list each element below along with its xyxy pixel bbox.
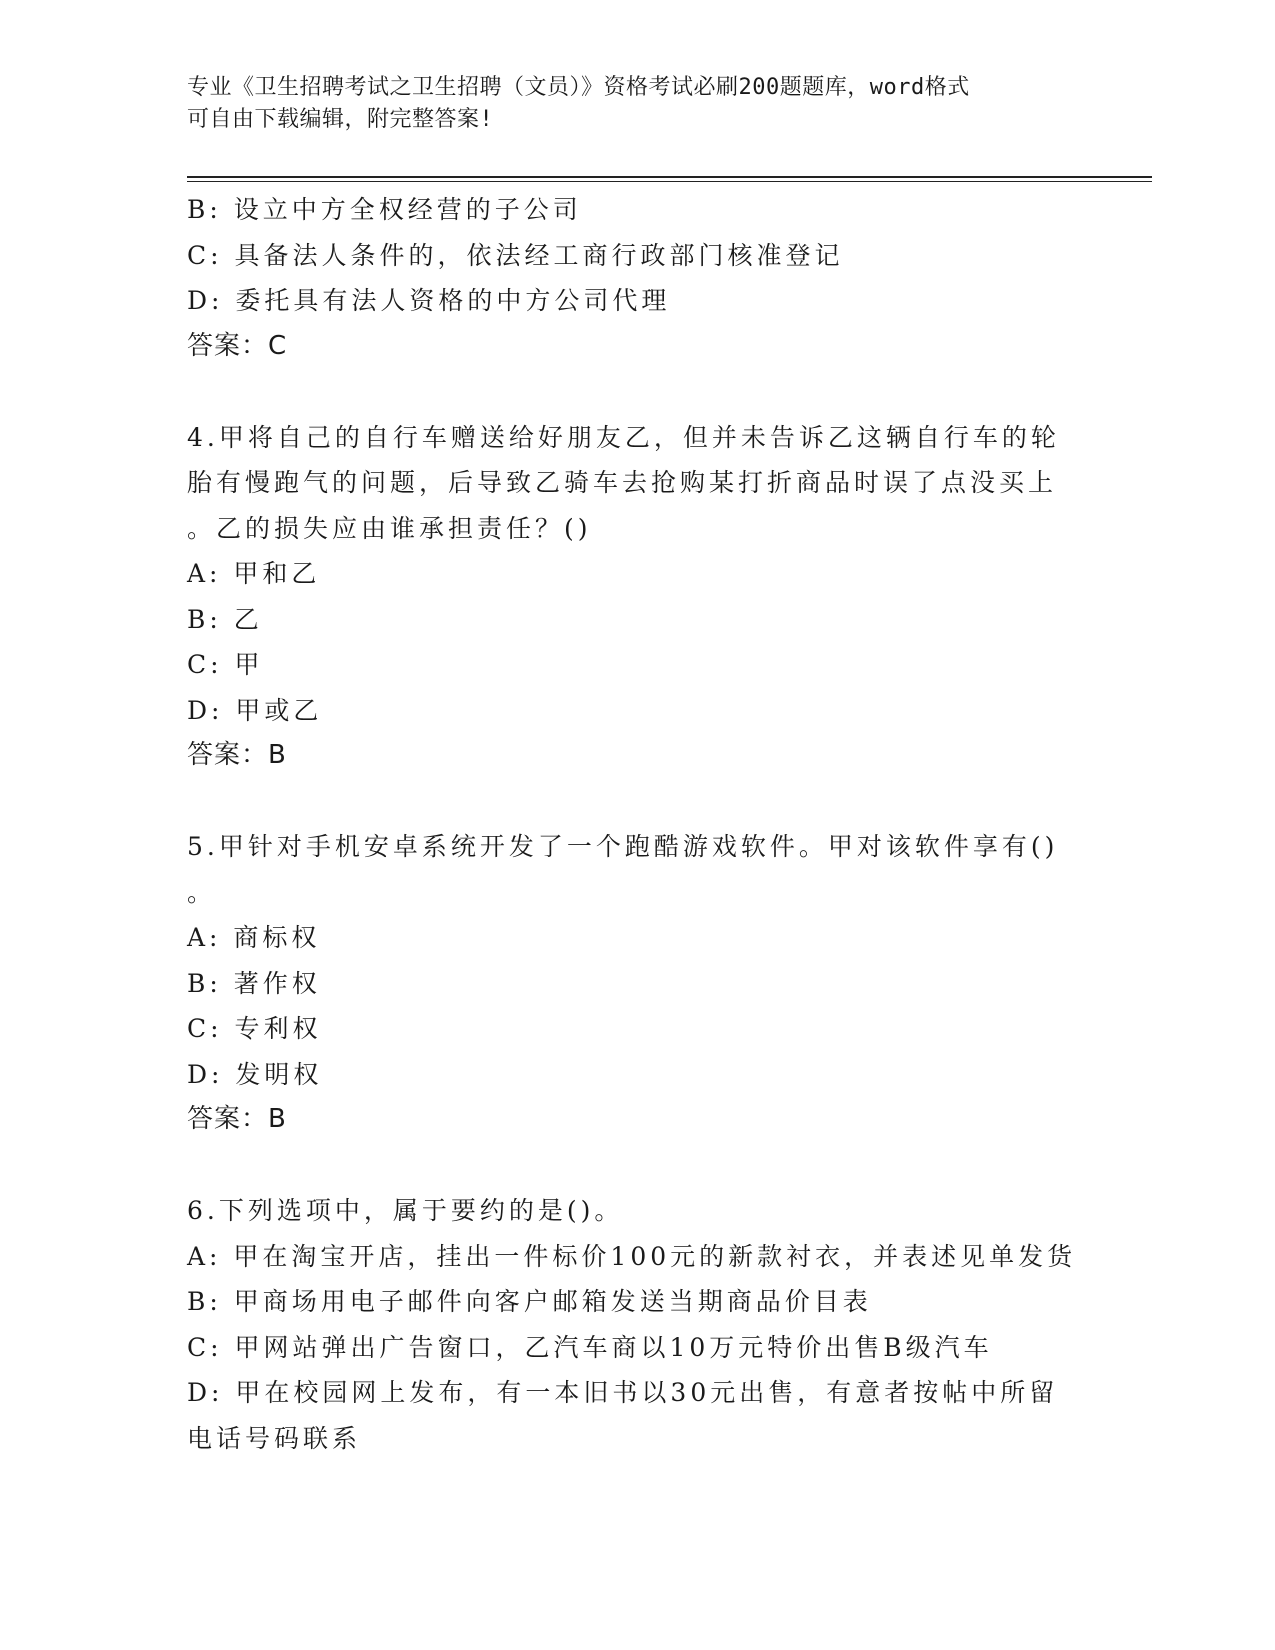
option-b: B: 甲商场用电子邮件向客户邮箱发送当期商品价目表 xyxy=(187,1287,872,1316)
document-body xyxy=(187,187,1077,1461)
spacer xyxy=(187,779,1067,825)
option-b: B: 设立中方全权经营的子公司 xyxy=(187,195,582,224)
answer-label: 答案：C xyxy=(187,330,288,361)
option-a: A: 甲和乙 xyxy=(187,559,321,588)
option-c: C: 具备法人条件的，依法经工商行政部门核准登记 xyxy=(187,240,844,270)
header-rule-thick xyxy=(187,176,1152,178)
option-c: C: 甲网站弹出广告窗口，乙汽车商以10万元特价出售B级汽车 xyxy=(187,1332,993,1362)
question-stem-line: 胎有慢跑气的问题，后导致乙骑车去抢购某打折商品时误了点没买上 xyxy=(187,468,1058,497)
spacer xyxy=(187,1143,1067,1189)
option-a: A: 商标权 xyxy=(187,923,321,952)
question-5 xyxy=(187,824,1067,1143)
question-6 xyxy=(187,1188,1077,1461)
option-d-continued: 电话号码联系 xyxy=(187,1423,362,1453)
header-line-1: 专业《卫生招聘考试之卫生招聘（文员）》资格考试必刷200题题库，word格式 xyxy=(187,75,970,100)
option-d: D: 甲在校园网上发布，有一本旧书以30元出售，有意者按帖中所留 xyxy=(187,1378,1059,1407)
question-stem-line: 。 xyxy=(187,877,217,907)
answer-label: 答案：B xyxy=(187,1104,287,1134)
option-a: A: 甲在淘宝开店，挂出一件标价100元的新款衬衣，并表述见单发货 xyxy=(187,1241,1077,1271)
question-stem-line: 6.下列选项中，属于要约的是()。 xyxy=(187,1196,624,1225)
option-c: C: 甲 xyxy=(187,650,264,679)
option-d: D: 委托具有法人资格的中方公司代理 xyxy=(187,286,671,315)
option-d: D: 甲或乙 xyxy=(187,695,323,725)
spacer xyxy=(187,369,1067,415)
question-stem-line: 4.甲将自己的自行车赠送给好朋友乙，但并未告诉乙这辆自行车的轮 xyxy=(187,422,1060,452)
answer-label: 答案：B xyxy=(187,740,287,770)
question-4 xyxy=(187,415,1067,779)
question-3-tail xyxy=(187,187,1067,369)
option-b: B: 乙 xyxy=(187,604,263,634)
option-d: D: 发明权 xyxy=(187,1059,323,1089)
option-c: C: 专利权 xyxy=(187,1014,322,1043)
option-b: B: 著作权 xyxy=(187,968,321,998)
question-stem-line: 。乙的损失应由谁承担责任？() xyxy=(187,513,592,543)
header-line-2: 可自由下载编辑，附完整答案! xyxy=(187,107,494,132)
header-rule-thin xyxy=(187,181,1152,182)
document-header xyxy=(187,72,1087,136)
question-stem-line: 5.甲针对手机安卓系统开发了一个跑酷游戏软件。甲对该软件享有() xyxy=(187,832,1059,861)
